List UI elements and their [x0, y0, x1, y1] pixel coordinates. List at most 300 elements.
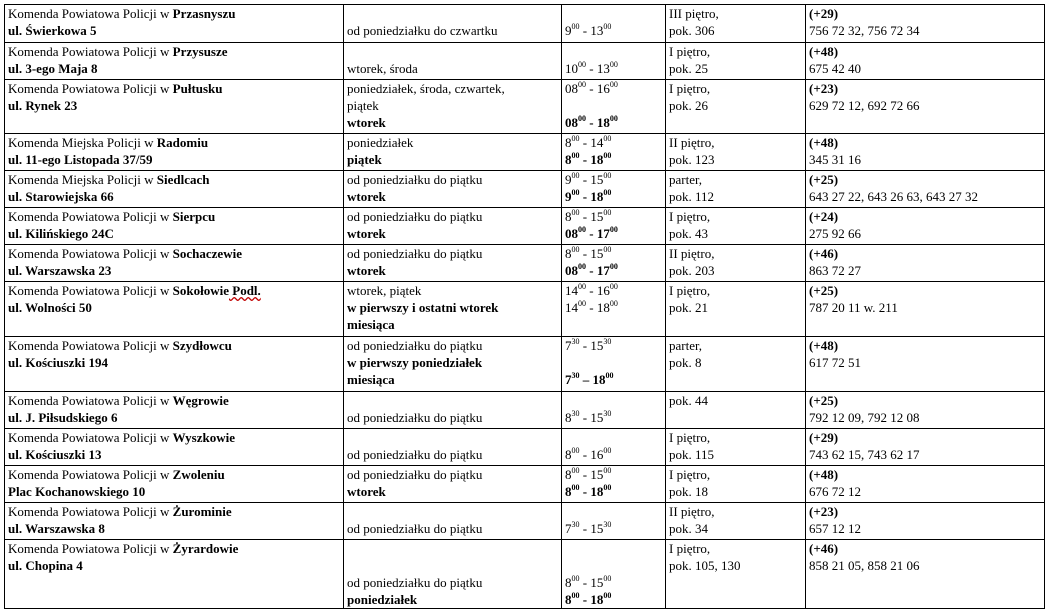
unit-prefix: Komenda Powiatowa Policji w [8, 209, 173, 224]
room-cell [666, 503, 806, 540]
hours-start: 8 [565, 467, 572, 482]
days-line: poniedziałek [347, 135, 414, 150]
unit-prefix: Komenda Powiatowa Policji w [8, 44, 173, 59]
room-line: pok. 34 [669, 521, 708, 536]
hours-start-minutes: 00 [578, 262, 586, 271]
hours-end-minutes: 30 [603, 409, 612, 418]
room-cell [666, 208, 806, 245]
phone-numbers: 275 92 66 [809, 226, 861, 241]
days-line [347, 540, 558, 557]
hours-cell [562, 282, 666, 337]
unit-city: Sierpcu [172, 209, 216, 224]
hours-end: 14 [590, 135, 604, 150]
hours-start-minutes: 00 [571, 171, 580, 180]
unit-cell [5, 134, 344, 171]
room-line: pok. 21 [669, 300, 708, 315]
room-line: I piętro, [669, 209, 711, 224]
days-line: od poniedziałku do piątku [347, 246, 483, 261]
days-line: wtorek [347, 115, 386, 130]
hours-end-minutes: 00 [603, 483, 612, 492]
hours-sep: - [586, 283, 597, 298]
unit-cell [5, 392, 344, 429]
hours-start-minutes: 00 [571, 466, 580, 475]
phone-cell [806, 171, 1045, 208]
hours-end-minutes: 00 [603, 171, 612, 180]
room-line: parter, [669, 172, 703, 187]
unit-city: Sokołowie [172, 283, 229, 298]
hours-start: 8 [565, 575, 572, 590]
area-code: (+48) [809, 135, 839, 150]
area-code: (+46) [809, 246, 839, 261]
hours-end: 15 [590, 209, 604, 224]
area-code: (+25) [809, 172, 839, 187]
days-line: poniedziałek, środa, czwartek, [347, 81, 505, 96]
area-code: (+48) [809, 467, 839, 482]
room-line: pok. 18 [669, 484, 708, 499]
days-line: od poniedziałku do czwartku [347, 23, 498, 38]
days-cell [344, 171, 562, 208]
days-line: od poniedziałku do piątku [347, 209, 483, 224]
hours-line [565, 171, 662, 188]
hours-empty-line [565, 540, 662, 557]
hours-start-minutes: 30 [571, 520, 580, 529]
hours-end-minutes: 00 [609, 80, 618, 89]
table-row [5, 208, 1045, 245]
hours-line [565, 371, 662, 388]
hours-start: 8 [565, 592, 572, 607]
hours-line [565, 134, 662, 151]
hours-end: 13 [590, 23, 604, 38]
hours-start-minutes: 00 [571, 446, 580, 455]
hours-sep: - [579, 447, 591, 462]
hours-cell [562, 245, 666, 282]
hours-cell [562, 171, 666, 208]
room-cell [666, 540, 806, 609]
hours-sep: - [579, 209, 591, 224]
days-line: od poniedziałku do piątku [347, 447, 483, 462]
hours-cell [562, 80, 666, 134]
hours-sep: - [579, 575, 591, 590]
days-line [347, 392, 558, 409]
hours-line [565, 282, 662, 299]
unit-address: Plac Kochanowskiego 10 [8, 484, 146, 499]
unit-address: ul. Kilińskiego 24C [8, 226, 114, 241]
room-line: pok. 123 [669, 152, 715, 167]
hours-cell [562, 208, 666, 245]
room-cell [666, 5, 806, 43]
room-line: pok. 25 [669, 61, 708, 76]
room-line: I piętro, [669, 541, 711, 556]
hours-cell [562, 5, 666, 43]
hours-empty-line [565, 5, 662, 22]
days-cell [344, 134, 562, 171]
room-line: I piętro, [669, 283, 711, 298]
hours-end-minutes: 30 [603, 337, 612, 346]
area-code: (+25) [809, 393, 839, 408]
days-line [347, 557, 558, 574]
unit-cell [5, 429, 344, 466]
hours-sep: - [586, 115, 597, 130]
hours-sep: - [579, 135, 591, 150]
hours-end-minutes: 00 [603, 134, 612, 143]
days-line: miesiąca [347, 372, 395, 387]
table-row [5, 503, 1045, 540]
phone-cell [806, 337, 1045, 392]
hours-end: 16 [596, 283, 610, 298]
hours-end: 17 [596, 226, 610, 241]
table-row [5, 245, 1045, 282]
phone-numbers: 858 21 05, 858 21 06 [809, 558, 920, 573]
hours-end-minutes: 00 [609, 299, 618, 308]
hours-cell [562, 134, 666, 171]
hours-end-minutes: 00 [603, 591, 612, 600]
hours-cell [562, 337, 666, 392]
unit-address: ul. Starowiejska 66 [8, 189, 114, 204]
unit-cell [5, 80, 344, 134]
days-line: wtorek [347, 263, 386, 278]
hours-line [565, 245, 662, 262]
phone-cell [806, 540, 1045, 609]
unit-cell [5, 540, 344, 609]
phone-numbers: 787 20 11 w. 211 [809, 300, 898, 315]
unit-address: ul. 3-ego Maja 8 [8, 61, 98, 76]
hours-end-minutes: 00 [603, 446, 612, 455]
days-line: wtorek [347, 226, 386, 241]
unit-city: Żurominie [172, 504, 232, 519]
days-line: od poniedziałku do piątku [347, 338, 483, 353]
hours-start-minutes: 00 [578, 114, 586, 123]
days-cell [344, 503, 562, 540]
phone-cell [806, 134, 1045, 171]
unit-address: ul. Wolności 50 [8, 300, 92, 315]
hours-start-minutes: 00 [571, 245, 580, 254]
hours-end-minutes: 00 [603, 188, 612, 197]
days-cell [344, 540, 562, 609]
hours-end: 18 [590, 592, 604, 607]
unit-cell [5, 466, 344, 503]
hours-end-minutes: 00 [603, 22, 612, 31]
hours-start-minutes: 00 [571, 134, 580, 143]
hours-start-minutes: 30 [571, 371, 580, 380]
table-row [5, 429, 1045, 466]
phone-numbers: 743 62 15, 743 62 17 [809, 447, 920, 462]
area-code: (+48) [809, 44, 839, 59]
room-line: I piętro, [669, 467, 711, 482]
hours-end: 15 [590, 246, 604, 261]
table-row [5, 171, 1045, 208]
hours-start-minutes: 00 [578, 80, 586, 89]
room-line: I piętro, [669, 81, 711, 96]
room-cell [666, 134, 806, 171]
days-line: wtorek [347, 484, 386, 499]
hours-line [565, 188, 662, 205]
phone-cell [806, 5, 1045, 43]
hours-start-minutes: 30 [571, 409, 580, 418]
unit-city: Radomiu [156, 135, 209, 150]
days-cell [344, 337, 562, 392]
days-line: od poniedziałku do piątku [347, 521, 483, 536]
hours-sep: - [579, 172, 591, 187]
phone-cell [806, 503, 1045, 540]
room-line: pok. 112 [669, 189, 715, 204]
unit-city: Sochaczewie [172, 246, 242, 261]
hours-cell [562, 503, 666, 540]
area-code: (+29) [809, 6, 839, 21]
hours-sep: - [579, 23, 591, 38]
hours-end-minutes: 00 [605, 371, 614, 380]
unit-cell [5, 282, 344, 337]
unit-cell [5, 43, 344, 80]
hours-cell [562, 43, 666, 80]
hours-sep: - [586, 263, 597, 278]
hours-end: 15 [590, 575, 604, 590]
hours-start: 9 [565, 189, 572, 204]
unit-address: ul. J. Piłsudskiego 6 [8, 410, 118, 425]
days-line: od poniedziałku do piątku [347, 467, 483, 482]
hours-end: 18 [590, 152, 604, 167]
hours-line [565, 446, 662, 463]
hours-empty-line [565, 392, 662, 409]
unit-address: ul. Kościuszki 13 [8, 447, 102, 462]
unit-address: ul. Kościuszki 194 [8, 355, 109, 370]
hours-end: 16 [596, 81, 610, 96]
hours-end-minutes: 00 [603, 245, 612, 254]
hours-end-minutes: 00 [609, 114, 618, 123]
room-cell [666, 282, 806, 337]
hours-start: 9 [565, 172, 572, 187]
room-line: pok. 105, 130 [669, 558, 741, 573]
hours-end: 15 [590, 410, 604, 425]
hours-empty-line [565, 43, 662, 60]
days-cell [344, 282, 562, 337]
hours-empty-line [565, 429, 662, 446]
room-cell [666, 43, 806, 80]
hours-end-minutes: 00 [609, 262, 618, 271]
days-cell [344, 208, 562, 245]
days-line [347, 429, 558, 446]
table-row [5, 337, 1045, 392]
unit-city: Przysusze [172, 44, 228, 59]
phone-numbers: 792 12 09, 792 12 08 [809, 410, 920, 425]
hours-cell [562, 429, 666, 466]
unit-city: Wyszkowie [172, 430, 236, 445]
phone-cell [806, 392, 1045, 429]
phone-cell [806, 429, 1045, 466]
hours-sep: - [579, 484, 591, 499]
phone-cell [806, 466, 1045, 503]
hours-line [565, 22, 662, 39]
unit-address: ul. Świerkowa 5 [8, 23, 97, 38]
days-line: od poniedziałku do piątku [347, 575, 483, 590]
room-cell [666, 466, 806, 503]
room-line: I piętro, [669, 44, 711, 59]
table-row [5, 43, 1045, 80]
unit-prefix: Komenda Powiatowa Policji w [8, 338, 173, 353]
unit-cell [5, 245, 344, 282]
unit-prefix: Komenda Powiatowa Policji w [8, 467, 173, 482]
area-code: (+23) [809, 504, 839, 519]
room-cell [666, 171, 806, 208]
hours-start-minutes: 00 [571, 574, 580, 583]
hours-end: 15 [590, 521, 604, 536]
hours-cell [562, 392, 666, 429]
hours-sep: - [579, 189, 591, 204]
hours-end-minutes: 00 [603, 151, 612, 160]
days-line [347, 503, 558, 520]
unit-cell [5, 337, 344, 392]
unit-address: ul. Rynek 23 [8, 98, 78, 113]
unit-city: Żyrardowie [172, 541, 239, 556]
hours-end: 18 [596, 300, 610, 315]
hours-end: 17 [596, 263, 610, 278]
hours-sep: - [586, 300, 597, 315]
hours-line [565, 574, 662, 591]
days-line: piątek [347, 152, 382, 167]
unit-prefix: Komenda Powiatowa Policji w [8, 393, 173, 408]
table-row [5, 392, 1045, 429]
hours-start: 9 [565, 23, 572, 38]
unit-cell [5, 503, 344, 540]
hours-empty-line [565, 354, 662, 371]
hours-start-minutes: 00 [578, 225, 586, 234]
days-line: wtorek [347, 189, 386, 204]
hours-start-minutes: 00 [571, 151, 580, 160]
table-row [5, 80, 1045, 134]
area-code: (+48) [809, 338, 839, 353]
hours-sep: - [579, 521, 591, 536]
hours-line [565, 151, 662, 168]
unit-prefix: Komenda Miejska Policji w [8, 172, 157, 187]
phone-numbers: 629 72 12, 692 72 66 [809, 98, 920, 113]
unit-address: ul. Warszawska 8 [8, 521, 105, 536]
hours-end: 15 [590, 172, 604, 187]
hours-line [565, 520, 662, 537]
area-code: (+46) [809, 541, 839, 556]
unit-cell [5, 5, 344, 43]
hours-sep: - [579, 467, 591, 482]
phone-numbers: 643 27 22, 643 26 63, 643 27 32 [809, 189, 978, 204]
phone-numbers: 345 31 16 [809, 152, 861, 167]
room-line: pok. 43 [669, 226, 708, 241]
phone-numbers: 675 42 40 [809, 61, 861, 76]
days-cell [344, 466, 562, 503]
room-line: II piętro, [669, 246, 715, 261]
hours-line [565, 337, 662, 354]
days-cell [344, 392, 562, 429]
hours-start: 8 [565, 484, 572, 499]
hours-start: 8 [565, 152, 572, 167]
hours-line [565, 409, 662, 426]
phone-cell [806, 80, 1045, 134]
days-line: w pierwszy poniedziałek [347, 355, 483, 370]
hours-end-minutes: 00 [609, 60, 618, 69]
hours-end: 15 [590, 467, 604, 482]
room-line: pok. 26 [669, 98, 708, 113]
days-line: wtorek, piątek [347, 283, 422, 298]
unit-prefix: Komenda Powiatowa Policji w [8, 430, 173, 445]
hours-end: 18 [590, 189, 604, 204]
room-cell [666, 337, 806, 392]
table-row [5, 5, 1045, 43]
area-code: (+29) [809, 430, 839, 445]
hours-start: 14 [565, 300, 578, 315]
phone-cell [806, 43, 1045, 80]
hours-sep: - [586, 226, 597, 241]
days-cell [344, 429, 562, 466]
hours-start: 8 [565, 209, 572, 224]
hours-start-minutes: 00 [571, 188, 580, 197]
unit-address: ul. Chopina 4 [8, 558, 83, 573]
hours-end: 13 [596, 61, 610, 76]
hours-start-minutes: 00 [571, 483, 580, 492]
table-row [5, 282, 1045, 337]
hours-start-minutes: 00 [571, 22, 580, 31]
days-line: od poniedziałku do piątku [347, 410, 483, 425]
hours-end-minutes: 00 [609, 282, 618, 291]
phone-numbers: 617 72 51 [809, 355, 861, 370]
room-line: pok. 203 [669, 263, 715, 278]
room-line: pok. 8 [669, 355, 702, 370]
unit-cell [5, 208, 344, 245]
hours-start: 08 [565, 81, 578, 96]
hours-start: 8 [565, 410, 572, 425]
unit-prefix: Komenda Powiatowa Policji w [8, 81, 173, 96]
hours-end-minutes: 00 [609, 225, 618, 234]
days-line [347, 5, 558, 22]
hours-line [565, 60, 662, 77]
days-line: miesiąca [347, 317, 395, 332]
phone-numbers: 756 72 32, 756 72 34 [809, 23, 920, 38]
days-cell [344, 80, 562, 134]
room-line: II piętro, [669, 504, 715, 519]
hours-line [565, 208, 662, 225]
days-line: piątek [347, 98, 379, 113]
room-line: pok. 115 [669, 447, 715, 462]
hours-start: 8 [565, 447, 572, 462]
hours-line [565, 114, 662, 131]
hours-start-minutes: 00 [578, 282, 586, 291]
phone-cell [806, 208, 1045, 245]
unit-address: ul. 11-ego Listopada 37/59 [8, 152, 153, 167]
hours-start: 10 [565, 61, 578, 76]
hours-end: 16 [590, 447, 604, 462]
unit-city: Szydłowcu [172, 338, 232, 353]
hours-start: 7 [565, 372, 572, 387]
phone-cell [806, 282, 1045, 337]
hours-sep: - [579, 246, 591, 261]
room-cell [666, 80, 806, 134]
hours-sep: - [579, 152, 591, 167]
hours-end-minutes: 00 [603, 466, 612, 475]
days-line: poniedziałek [347, 592, 418, 607]
table-row [5, 466, 1045, 503]
unit-prefix: Komenda Powiatowa Policji w [8, 541, 173, 556]
phone-numbers: 863 72 27 [809, 263, 861, 278]
police-contact-table [4, 4, 1045, 609]
hours-line [565, 80, 662, 97]
hours-sep: - [579, 410, 591, 425]
hours-line [565, 591, 662, 608]
hours-start-minutes: 00 [571, 591, 580, 600]
room-line: III piętro, [669, 6, 719, 21]
hours-line [565, 466, 662, 483]
hours-start-minutes: 00 [571, 208, 580, 217]
hours-start: 14 [565, 283, 578, 298]
unit-prefix: Komenda Powiatowa Policji w [8, 283, 173, 298]
phone-cell [806, 245, 1045, 282]
unit-suffix: Podl. [229, 283, 261, 298]
hours-sep: - [579, 338, 591, 353]
